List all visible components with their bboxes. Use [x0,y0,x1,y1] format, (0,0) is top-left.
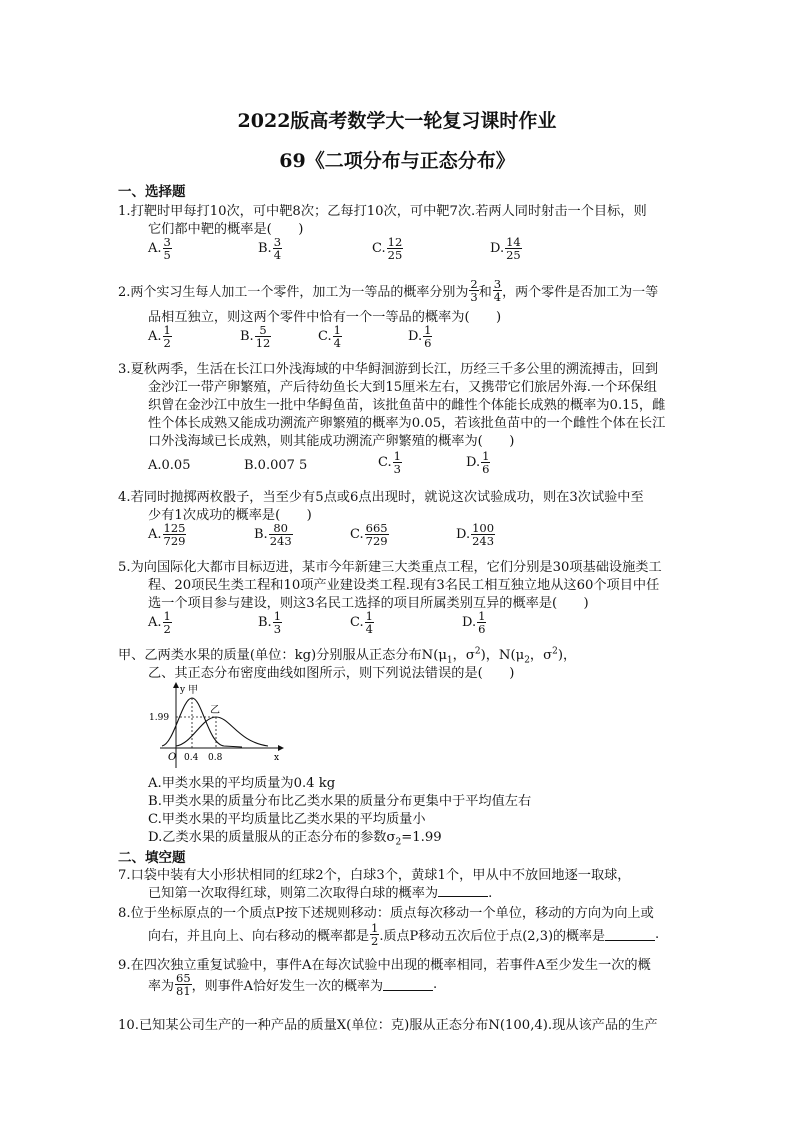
q6-option-b: B.甲类水果的质量分布比乙类水果的质量分布更集中于平均值左右 [148,794,532,809]
q5-option-b: B. $\frac{1}{3}$ [258,609,282,636]
q9-line-2: 率为 $\frac{65}{81}$ ，则事件A恰好发生一次的概率为 . [148,971,438,998]
fraction: $\frac{12}{25}$ [387,235,403,262]
label-jia: 甲 [188,685,198,696]
q6-option-a: A.甲类水果的平均质量为0.4 kg [148,776,336,791]
q3-line-5: 口外浅海域已长成熟，则其能成功溯流产卵繁殖的概率为( ) [148,434,515,449]
tick-04: 0.4 [184,753,199,763]
q5-line-3: 选一个项目参与建设，则这3名民工选择的项目所属类别互异的概率是( ) [148,596,589,611]
answer-blank[interactable] [438,884,488,897]
label-origin: O [168,752,177,763]
q8-line-1: 8.位于坐标原点的一个质点P按下述规则移动：质点每次移动一个单位，移动的方向为向上或 [118,906,654,921]
section-heading-fill: 二、填空题 [118,850,186,866]
answer-blank[interactable] [383,978,433,991]
q10-line-1: 10.已知某公司生产的一种产品的质量X(单位：克)服从正态分布N(100,4).现从该产品的生产 [118,1018,658,1033]
q5-option-c: C. $\frac{1}{4}$ [350,609,373,636]
q2-option-d: D. $\frac{1}{6}$ [408,323,432,350]
q4-line-1: 4.若同时抛掷两枚骰子，当至少有5点或6点出现时，就说这次试验成功，则在3次试验中至 [118,490,644,505]
q6-option-d: D.乙类水果的质量服从的正态分布的参数$\sigma_2=1.99$ [148,830,442,848]
tick-08: 0.8 [208,753,223,763]
q1-option-b: B. $\frac{3}{4}$ [258,235,282,262]
q1-option-a: A. $\frac{3}{5}$ [148,235,171,262]
y-axis-arrow [173,682,179,688]
q6-line-2: 乙、其正态分布密度曲线如图所示，则下列说法错误的是( ) [148,666,515,681]
curve-yi [176,717,268,746]
q3-line-3: 织曾在金沙江中放生一批中华鲟鱼苗，该批鱼苗中的雌性个体能长成熟的概率为0.15，雌 [148,398,666,413]
q5-line-2: 程、20项民生类工程和10项产业建设类工程.现有3名民工相互独立地从这60个项目中任 [148,578,660,593]
label-x: x [274,753,280,763]
q4-line-2: 少有1次成功的概率是( ) [148,508,312,523]
q8-line-2: 向右，并且向上、向右移动的概率都是 $\frac{1}{2}$ .质点P移动五次后位于点(2,3)的概率是 . [148,921,660,948]
curve-jia [162,698,242,747]
q7-line-2: 已知第一次取得红球，则第二次取得白球的概率为 . [148,886,493,901]
q4-option-c: C. $\frac{665}{729}$ [350,521,388,548]
fraction: $\frac{2}{3}$ [470,277,478,304]
q3-line-1: 3.夏秋两季，生活在长江口外浅海域的中华鲟洄游到长江，历经三千多公里的溯流搏击，回到 [118,362,659,377]
q3-line-2: 金沙江一带产卵繁殖，产后待幼鱼长大到15厘米左右，又携带它们旅居外海.一个环保组 [148,380,657,395]
q2-line-1: 2.两个实习生每人加工一个零件，加工为一等品的概率分别为 $\frac{2}{3}$ 和 $\frac{3}{4}$ ，两个零件是否加工为一等 [118,277,659,304]
label-yi: 乙 [210,705,220,716]
fraction: $\frac{14}{25}$ [506,235,521,262]
x-axis-arrow [278,745,284,751]
answer-blank[interactable] [605,928,655,941]
q2-option-b: B. $\frac{5}{12}$ [240,323,271,350]
q3-option-d: D. $\frac{1}{6}$ [466,449,490,476]
document-subtitle: 69《二项分布与正态分布》 [279,150,515,172]
label-199: 1.99 [149,713,170,723]
q3-option-c: C. $\frac{1}{3}$ [378,449,401,476]
q3-line-4: 性个体长成熟又能成功溯流产卵繁殖的概率为0.05，若该批鱼苗中的一个雌性个体在长江 [148,416,666,431]
q6-option-c: C.甲类水果的平均质量比乙类水果的平均质量小 [148,812,426,827]
q1-option-d: D. $\frac{14}{25}$ [490,235,521,262]
q2-option-a: A. $\frac{1}{2}$ [148,323,171,350]
q6-line-1: 甲、乙两类水果的质量(单位：kg)分别服从正态分布$N(\mu_1$，$\sigma^2$)，$N(\mu_2$，$\sigma^2$)， [118,646,577,666]
q7-line-1: 7.口袋中装有大小形状相同的红球2个，白球3个，黄球1个，甲从中不放回地逐一取球， [118,868,631,883]
q9-line-1: 9.在四次独立重复试验中，事件A在每次试验中出现的概率相同，若事件A至少发生一次的概 [118,958,651,973]
fraction: $\frac{3}{4}$ [493,277,502,304]
q1-line-1: 1.打靶时甲每打10次，可中靶8次；乙每打10次，可中靶7次.若两人同时射击一个目标，则 [118,204,647,219]
q4-option-d: D. $\frac{100}{243}$ [456,521,495,548]
q1-line-2: 它们都中靶的概率是( ) [148,222,304,237]
document-title: 2022版高考数学大一轮复习课时作业 [237,110,557,132]
label-y: y [180,685,186,695]
q5-option-a: A. $\frac{1}{2}$ [148,609,171,636]
q4-option-b: B. $\frac{80}{243}$ [254,521,292,548]
q4-option-a: A. $\frac{125}{729}$ [148,521,186,548]
q2-option-c: C. $\frac{1}{4}$ [318,323,341,350]
q5-option-d: D. $\frac{1}{6}$ [462,609,486,636]
section-heading-choice: 一、选择题 [118,184,186,200]
q1-option-c: C. $\frac{12}{25}$ [372,235,403,262]
fraction: $\frac{3}{5}$ [163,235,171,262]
normal-distribution-figure [146,680,286,770]
fraction: $\frac{3}{4}$ [273,235,282,262]
q5-line-1: 5.为向国际化大都市目标迈进，某市今年新建三大类重点工程，它们分别是30项基础设施类工 [118,560,662,575]
q3-option-b: B.0.007 5 [244,458,308,473]
q2-line-2: 品相互独立，则这两个零件中恰有一个一等品的概率为( ) [148,310,502,325]
q3-option-a: A.0.05 [148,458,191,473]
